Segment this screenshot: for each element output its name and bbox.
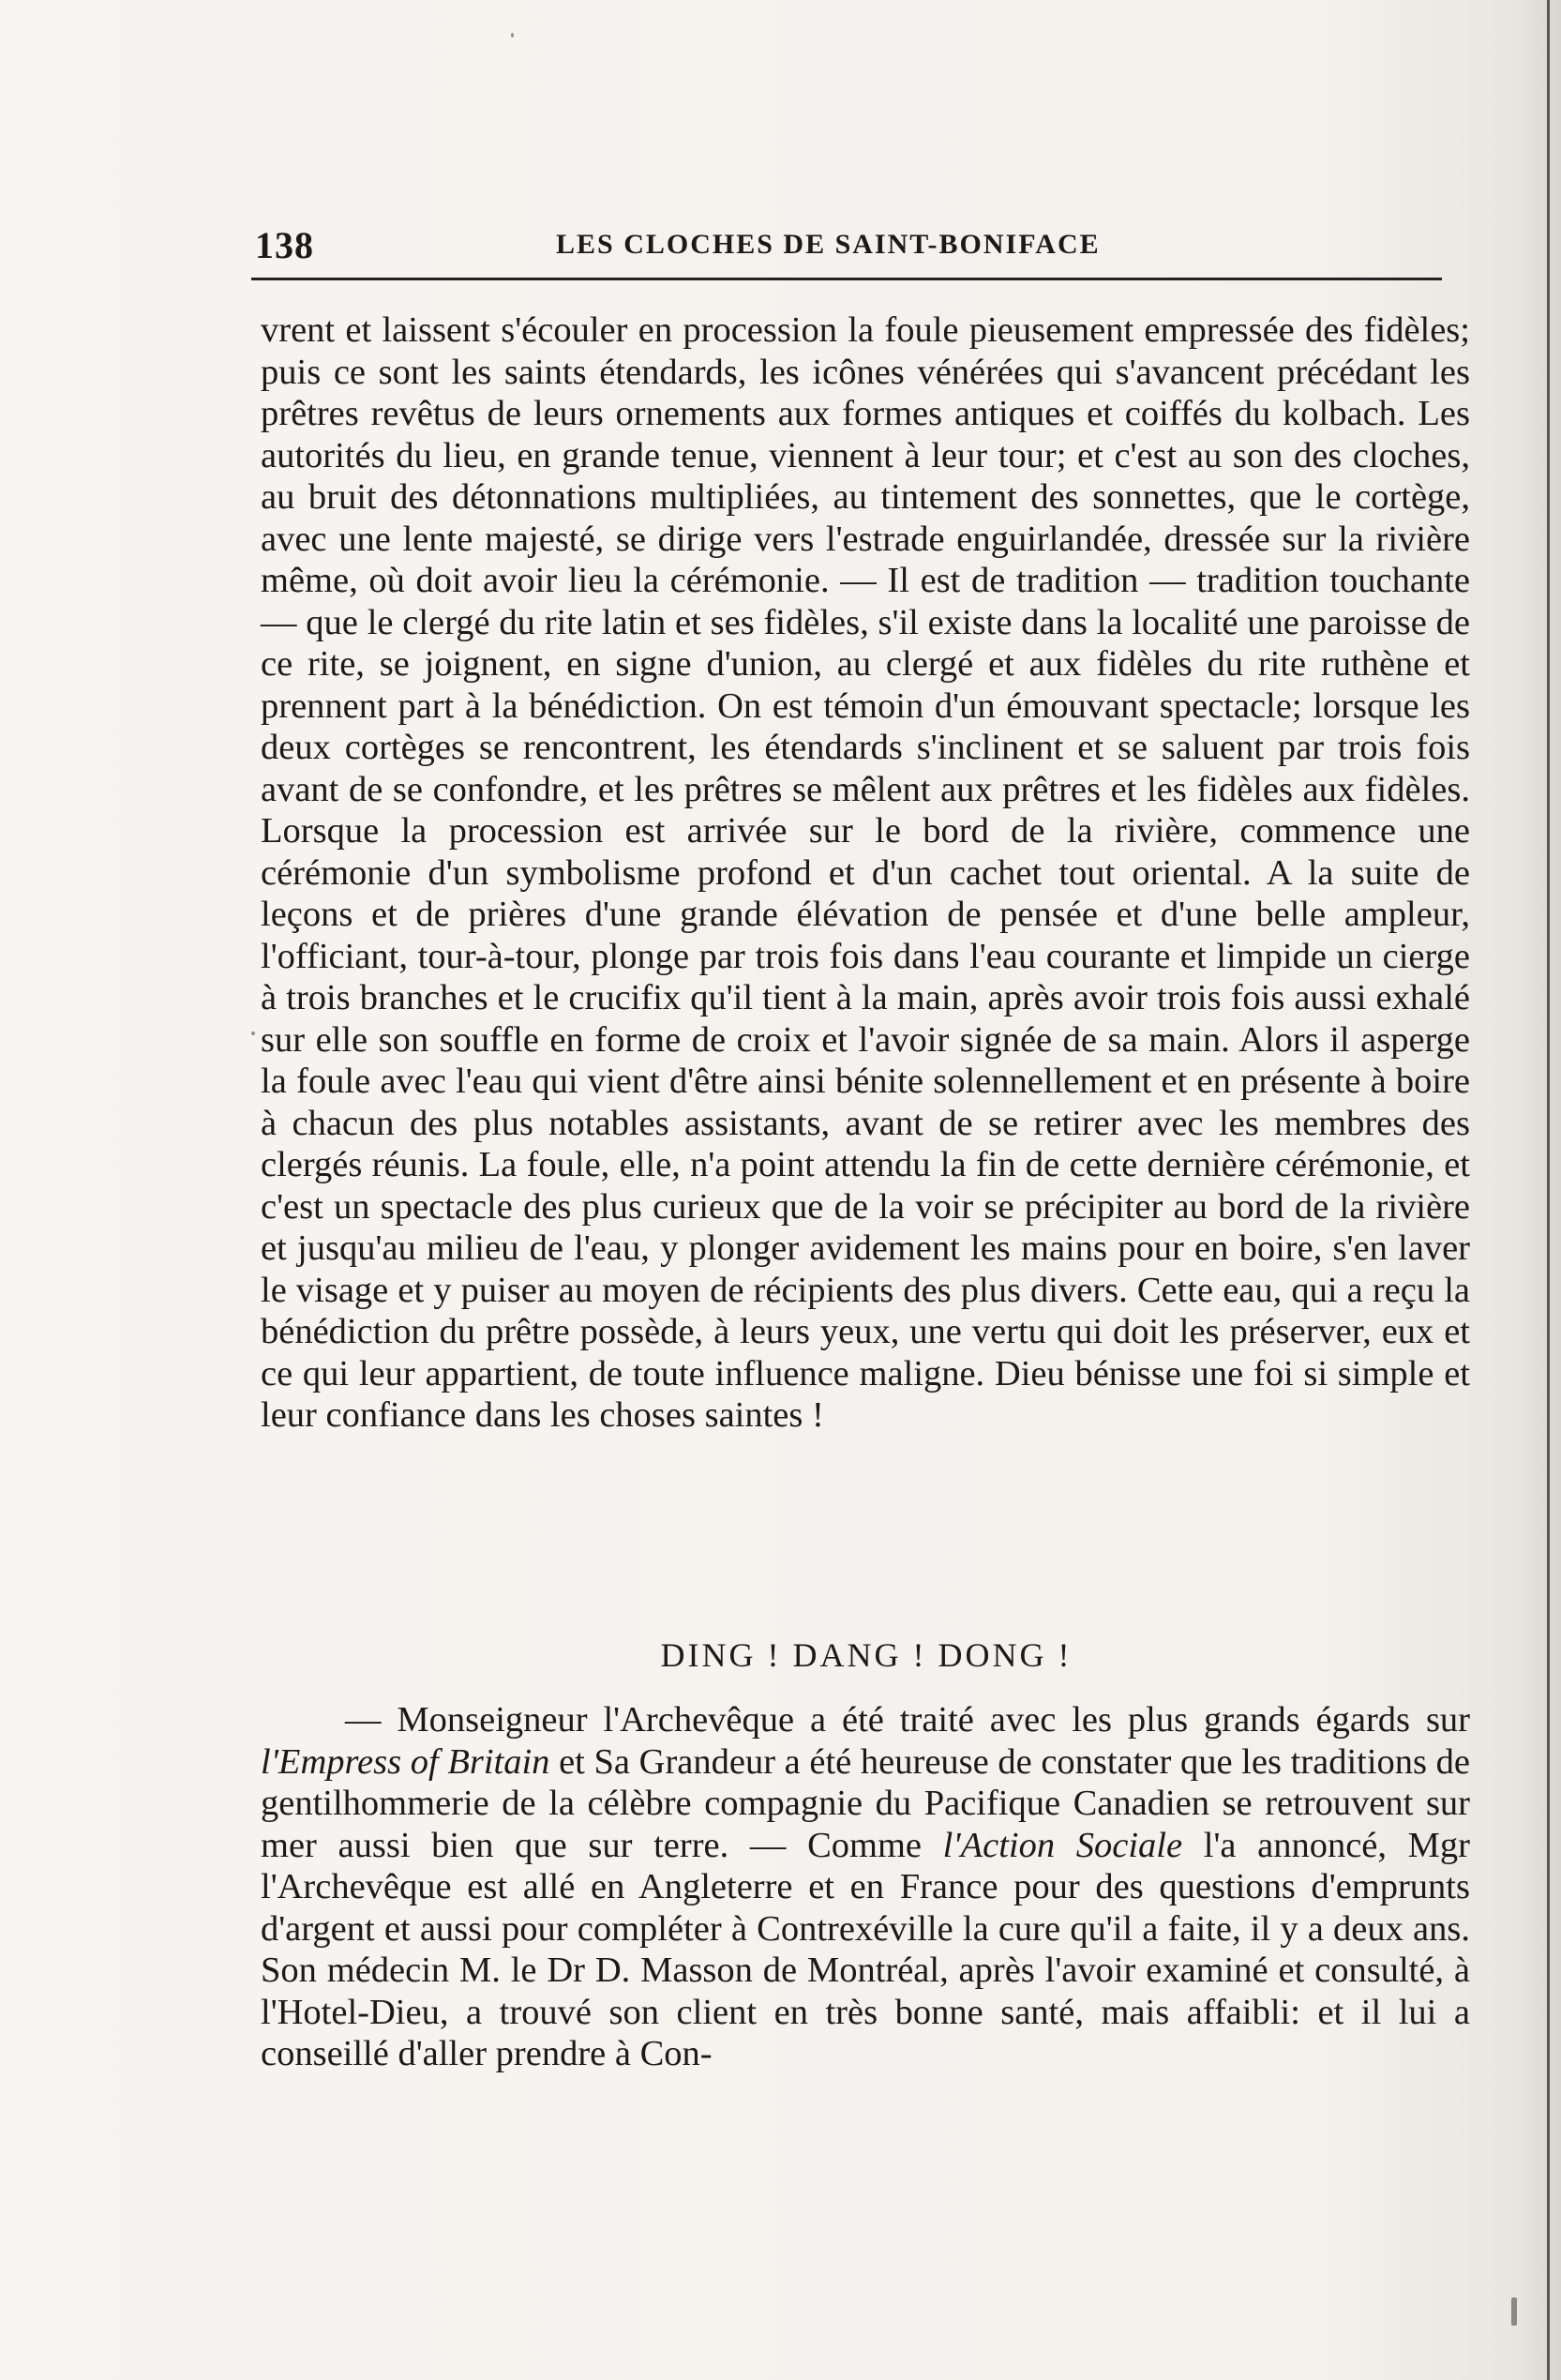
ship-name: l'Empress of Britain xyxy=(261,1741,550,1782)
page-edge-line xyxy=(1547,0,1550,2380)
paragraph-2-part-3: l'a annoncé, Mgr l'Archevêque est allé en Angleterre et en France pour des questions d'emprunts d'argent et aussi pour compléter à Contrexéville la cure qu'il a faite, il y a deux ans. Son médecin M. le Dr D. Masson de Montréal, après l'avoir examiné et consulté, à l'Hotel-Dieu, a trouvé son client en très bonne santé, mais affaibli: et il lui a conseillé d'aller prendre à Con- xyxy=(261,1825,1470,2073)
section-title: DING ! DANG ! DONG ! xyxy=(660,1636,1073,1674)
running-head: LES CLOCHES DE SAINT-BONIFACE xyxy=(556,229,1101,260)
newspaper-name: l'Action Sociale xyxy=(942,1825,1183,1865)
paragraph-2-part-1: — Monseigneur l'Archevêque a été traité avec les plus grands égards sur xyxy=(345,1700,1470,1740)
body-paragraph-1: vrent et laissent s'écouler en procession la foule pieusement empressée des fidèles; puis ce sont les saints étendards, les icônes vénérées qui s'avancent précédant les prêtres revêtus de leurs ornements aux formes antiques et coiffés du kolbach. Les autorités du lieu, en grande tenue, viennent à leur tour; et c'est au son des cloches, au bruit des détonnations multipliées, au tintement des sonnettes, que le cortège, avec une lente majesté, se dirige vers l'estrade enguirlandée, dressée sur la rivière même, où doit avoir lieu la cérémonie. — Il est de tradition — tradition touchante — que le clergé du rite latin et ses fidèles, s'il existe dans la localité une paroisse de ce rite, se joignent, en signe d'union, au clergé et aux fidèles du rite ruthène et prennent part à la bénédiction. On est témoin d'un émouvant spectacle; lorsque les deux cortèges se rencontrent, les étendards s'inclinent et se saluent par trois fois avant de se confondre, et les prêtres se mêlent aux prêtres et les fidèles aux fidèles. Lorsque la procession est arrivée sur le bord de la rivière, commence une cérémonie d'un symbolisme profond et d'un cachet tout oriental. A la suite de leçons et de prières d'une grande élévation de pensée et d'une belle ampleur, l'officiant, tour-à-tour, plonge par trois fois dans l'eau courante et limpide un cierge à trois branches et le crucifix qu'il tient à la main, après avoir trois fois aussi exhalé sur elle son souffle en forme de croix et l'avoir signée de sa main. Alors il asperge la foule avec l'eau qui vient d'être ainsi bénite solennellement et en présente à boire à chacun des plus notables assistants, avant de se retirer avec les membres des clergés réunis. La foule, elle, n'a point attendu la fin de cette dernière cérémonie, et c'est un spectacle des plus curieux que de la voir se précipiter au bord de la rivière et jusqu'au milieu de l'eau, y plonger avidement les mains pour en boire, s'en laver le visage et y puiser au moyen de récipients des plus divers. Cette eau, qui a reçu la bénédiction du prêtre possède, à leurs yeux, une vertu qui doit les préserver, eux et ce qui leur appartient, de toute influence maligne. Dieu bénisse une foi si simple et leur confiance dans les choses saintes ! xyxy=(261,310,1470,1435)
paper-speck xyxy=(1511,2297,1517,2326)
page-header xyxy=(251,223,1442,279)
paragraph-2-part-2: et Sa Grandeur a été heureuse de constater que les traditions de gentilhommerie de la célèbre compagnie du Pacifique Canadien se retrouvent sur mer aussi bien que sur terre. — Comme xyxy=(261,1741,1470,1865)
paper-speck xyxy=(511,33,514,38)
body-paragraph-2 xyxy=(261,1699,1470,2075)
page-number: 138 xyxy=(255,224,314,266)
paper-speck xyxy=(251,1032,255,1035)
header-rule xyxy=(251,278,1442,280)
